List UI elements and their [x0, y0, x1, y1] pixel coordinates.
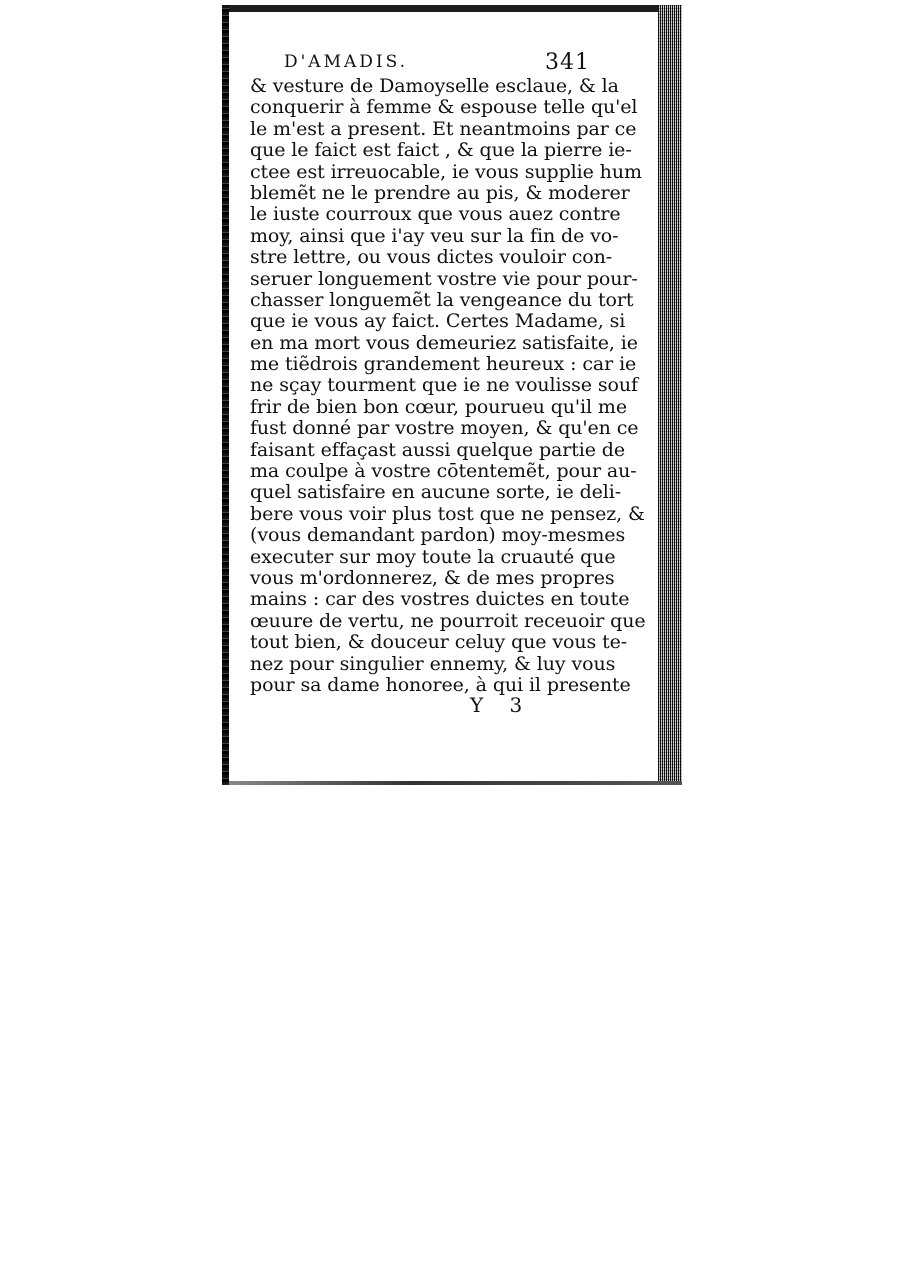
text-line: quel satisfaire en aucune sorte, ie deli-	[250, 481, 622, 504]
text-line: que ie vous ay faict. Certes Madame, si	[250, 310, 626, 333]
text-line: me tiẽdrois grandement heureux : car ie	[250, 353, 637, 376]
page-gutter-edge	[658, 5, 682, 783]
text-line: tout bien, & douceur celuy que vous te-	[250, 631, 628, 654]
text-line: seruer longuement vostre vie pour pour-	[250, 267, 638, 290]
page-bottom-edge	[229, 781, 682, 785]
body-text	[250, 75, 646, 696]
text-line: vous m'ordonnerez, & de mes propres	[250, 566, 615, 589]
text-line: fust donné par vostre moyen, & qu'en ce	[250, 417, 639, 440]
text-line: le m'est a present. Et neantmoins par ce	[250, 117, 637, 140]
page-left-border	[222, 5, 229, 783]
text-line: le iuste courroux que vous auez contre	[250, 203, 621, 226]
text-line: que le faict est faict , & que la pierre ie-	[250, 139, 632, 162]
text-line: executer sur moy toute la cruauté que	[250, 545, 616, 568]
text-line: blemẽt ne le prendre au pis, & moderer	[250, 181, 630, 204]
text-line: & vesture de Damoyselle esclaue, & la	[250, 75, 619, 97]
text-line: conquerir à femme & espouse telle qu'el	[250, 96, 638, 119]
text-line: ma coulpe à vostre cōtentemẽt, pour au-	[250, 460, 637, 483]
page-text-block	[250, 50, 646, 696]
running-head	[250, 50, 590, 76]
text-line: frir de bien bon cœur, pourueu qu'il me	[250, 395, 627, 418]
signature-mark: Y 3	[470, 693, 533, 717]
page-top-border	[229, 5, 682, 12]
page-number: 341	[545, 50, 590, 75]
text-line: œuure de vertu, ne pourroit receuoir que	[250, 609, 646, 632]
text-line: chasser longuemẽt la vengeance du tort	[250, 288, 634, 311]
text-line: ne sçay tourment que ie ne voulisse souf	[250, 374, 638, 397]
text-line: mains : car des vostres duictes en toute	[250, 588, 630, 611]
text-line: bere vous voir plus tost que ne pensez, &	[250, 502, 645, 525]
text-line: stre lettre, ou vous dictes vouloir con-	[250, 246, 613, 269]
text-line: nez pour singulier ennemy, & luy vous	[250, 652, 616, 675]
text-line: moy, ainsi que i'ay veu sur la fin de vo-	[250, 224, 619, 247]
text-line: en ma mort vous demeuriez satisfaite, ie	[250, 331, 638, 354]
text-line: (vous demandant pardon) moy-mesmes	[250, 524, 626, 547]
text-line: pour sa dame honoree, à qui il presente	[250, 673, 631, 696]
text-line: faisant effaçast aussi quelque partie de	[250, 438, 626, 461]
running-head-title: D'AMADIS.	[284, 52, 409, 72]
text-line: ctee est irreuocable, ie vous supplie hum	[250, 160, 642, 183]
